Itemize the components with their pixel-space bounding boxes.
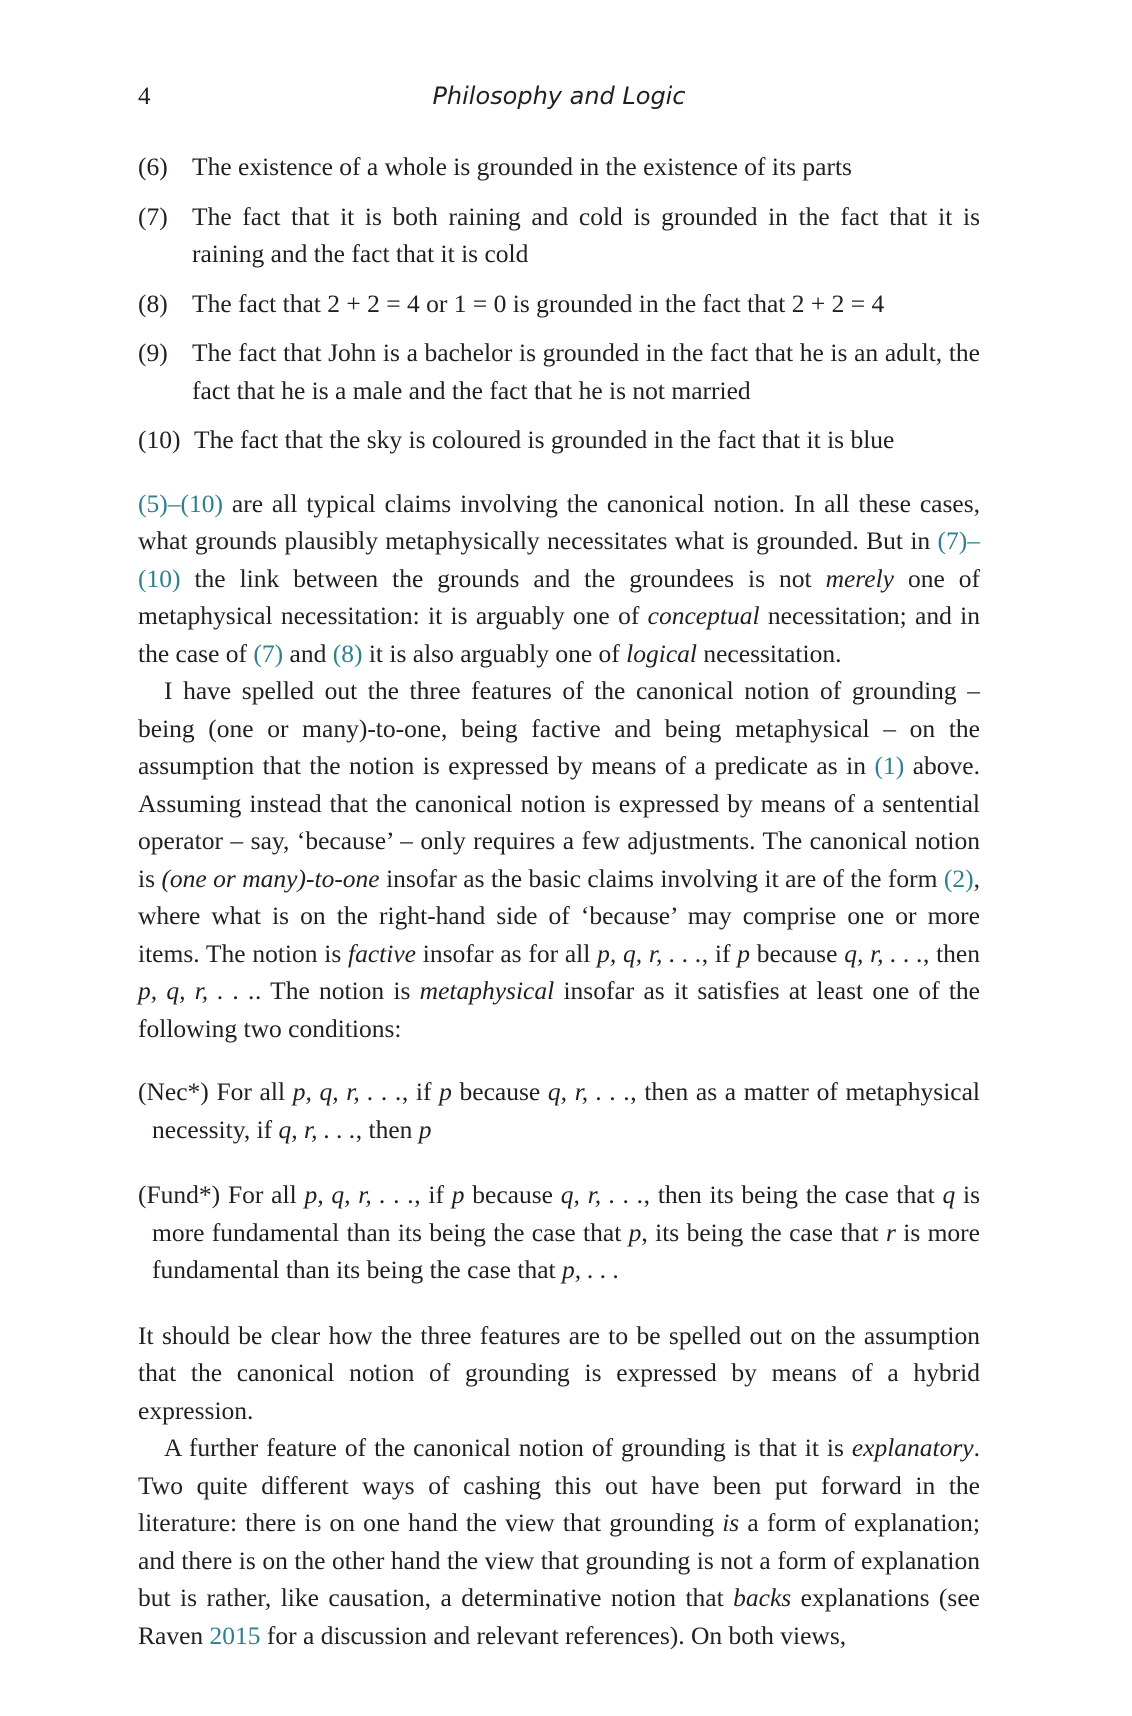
- example-text: The fact that 2 + 2 = 4 or 1 = 0 is grounded in the fact that 2 + 2 = 4: [192, 288, 885, 318]
- example-10: [138, 421, 980, 459]
- example-text: The fact that the sky is coloured is grounded in the fact that it is blue: [194, 425, 895, 454]
- example-text: The existence of a whole is grounded in the existence of its parts: [192, 152, 852, 181]
- example-6: [138, 148, 980, 186]
- example-number: (7): [138, 201, 168, 231]
- example-8: [138, 285, 980, 323]
- example-9: [138, 334, 980, 409]
- cross-reference-link[interactable]: (8): [332, 638, 363, 668]
- paragraph-4: A further feature of the canonical notion of grounding is that it is explanatory. Two quite different ways of cashing this out have been put forward in the literature: there is on one hand the view that grounding is a form of explanation; and there is on the other hand the view that grounding is not a form of explanation but is rather, like causation, a determinative notion that backs explanations (see Raven 2015 for a discussion and relevant references). On both views,: [138, 1433, 980, 1650]
- paragraph-3: It should be clear how the three features are to be spelled out on the assumption that the canonical notion of grounding is expressed by means of a hybrid expression.: [138, 1320, 980, 1425]
- example-text: The fact that John is a bachelor is grounded in the fact that he is an adult, the fact that he is a male and the fact that he is not married: [192, 338, 980, 405]
- paragraph-1: (5)–(10) are all typical claims involving the canonical notion. In all these cases, what grounds plausibly metaphysically necessitates what is grounded. But in (7)–(10) the link between the grounds and the groundees is not merely one of metaphysical necessitation: it is arguably one of conceptual necessitation; and in the case of (7) and (8) it is also arguably one of logical necessitation.: [138, 488, 980, 668]
- condition-nec: (Nec*) For all p, q, r, . . ., if p because q, r, . . ., then as a matter of metaphysical necessity, if q, r, . . ., then p: [138, 1077, 981, 1144]
- condition-fund: (Fund*) For all p, q, r, . . ., if p because q, r, . . ., then its being the case that q is more fundamental than its being the case that p, its being the case that r is more fundamental than its being the case that p, . . .: [138, 1180, 981, 1284]
- example-number: (6): [138, 152, 168, 181]
- cross-reference-link[interactable]: (2): [943, 863, 974, 893]
- example-7: [138, 198, 980, 273]
- example-number: (8): [138, 288, 168, 318]
- cross-reference-link[interactable]: (5)–(10): [138, 488, 223, 518]
- cross-reference-link[interactable]: (7)–(10): [138, 526, 980, 593]
- book-page: [138, 78, 980, 1654]
- citation-link[interactable]: 2015: [209, 1620, 261, 1650]
- cross-reference-link[interactable]: (7): [253, 638, 284, 668]
- running-title: Philosophy and Logic: [432, 82, 686, 110]
- example-number: (9): [138, 338, 168, 367]
- example-text: The fact that it is both raining and cold is grounded in the fact that it is raining and the fact that it is cold: [192, 201, 980, 268]
- page-header: [138, 78, 980, 118]
- example-number: (10): [138, 425, 181, 454]
- cross-reference-link[interactable]: (1): [874, 751, 905, 780]
- numbered-examples: [138, 148, 980, 459]
- page-number: 4: [138, 83, 151, 110]
- paragraph-2: I have spelled out the three features of the canonical notion of grounding – being (one or many)-to-one, being factive and being metaphysical – on the assumption that the notion is expressed by means of a predicate as in (1) above. Assuming instead that the canonical notion is expressed by means of a sentential operator – say, ‘because’ – only requires a few adjustments. The canonical notion is (one or many)-to-one insofar as the basic claims involving it are of the form (2), where what is on the right-hand side of ‘because’ may comprise one or more items. The notion is factive insofar as for all p, q, r, . . ., if p because q, r, . . ., then p, q, r, . . .. The notion is metaphysical insofar as it satisfies at least one of the following two conditions:: [138, 676, 980, 1043]
